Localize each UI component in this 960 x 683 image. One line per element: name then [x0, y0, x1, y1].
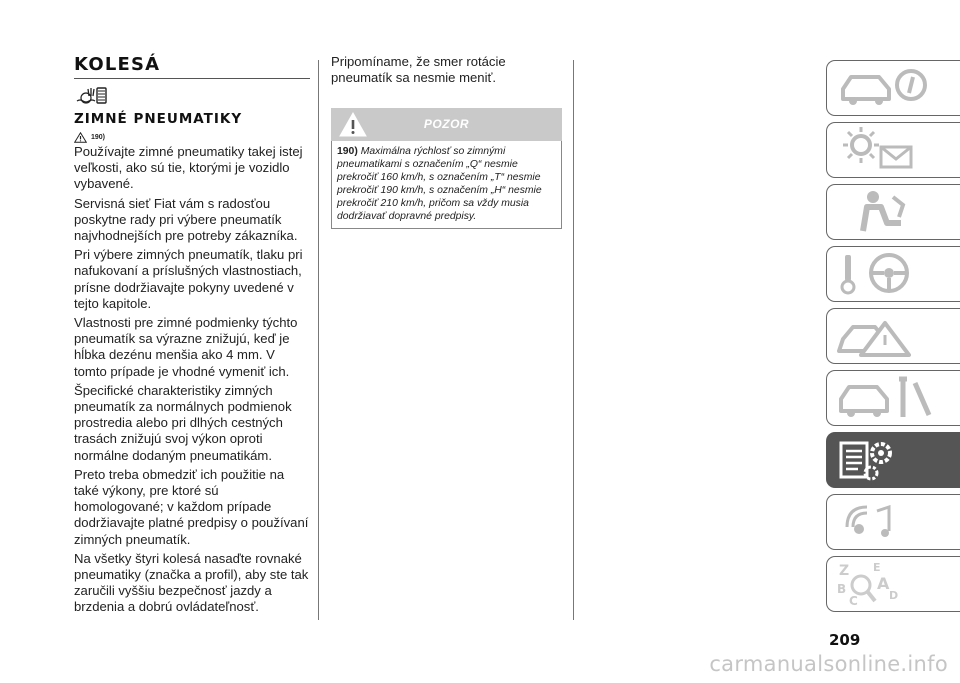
- tab-index[interactable]: [826, 556, 960, 612]
- left-column: [74, 54, 310, 619]
- seat-safety-icon: [833, 187, 943, 237]
- paragraph: Používajte zimné pneumatiky takej istej veľkosti, ako sú tie, ktorými je vozidlo vybavené.: [74, 144, 303, 192]
- paragraph: Pripomíname, že smer rotácie pneumatík sa nesmie meniť.: [331, 54, 506, 86]
- tab-emergency[interactable]: [826, 308, 960, 364]
- tire-icon: [74, 85, 310, 109]
- multimedia-icon: [833, 497, 943, 547]
- car-info-icon: [833, 63, 943, 113]
- key-steering-icon: [833, 249, 943, 299]
- column-divider: [318, 60, 319, 620]
- warning-box-number: 190): [337, 146, 358, 158]
- svg-text:A: A: [877, 574, 890, 593]
- svg-text:Z: Z: [839, 563, 850, 579]
- watermark: carmanualsonline.info: [709, 652, 948, 676]
- paragraph: Servisná sieť Fiat vám s radosťou poskytne rady pri výbere pneumatík najvhodnejších pre potreby zákazníka.: [74, 195, 298, 244]
- body-text: [74, 144, 310, 616]
- tab-key-steering[interactable]: [826, 246, 960, 302]
- warning-triangle-icon: [74, 132, 87, 143]
- paragraph: Vlastnosti pre zimné podmienky týchto pneumatík sa výrazne znižujú, keď je hĺbka dezénu menšia ako 4 mm. V tomto prípade je vhodné vymeniť ich.: [74, 315, 298, 379]
- warning-ref-number: 190): [91, 133, 106, 141]
- paragraph: Na všetky štyri kolesá nasaďte rovnaké pneumatiky (značka a profil), aby ste tak zaručili vyššiu bezpečnosť jazdy a brzdenia a dobrú ovládateľnosť.: [74, 550, 309, 615]
- warning-box-title: POZOR: [423, 117, 470, 132]
- emergency-icon: [833, 311, 943, 361]
- warning-box: [331, 108, 562, 229]
- column-divider: [573, 60, 574, 620]
- index-icon: [833, 559, 943, 609]
- tab-technical-data[interactable]: [826, 432, 960, 488]
- warning-box-header: [331, 108, 562, 141]
- warning-box-content: [331, 141, 562, 229]
- svg-text:D: D: [889, 589, 899, 602]
- technical-data-icon: [833, 435, 943, 485]
- warning-box-text: Maximálna rýchlosť so zimnými pneumatikami s označením „Q“ nesmie prekročiť 160 km/h, s označením „T“ nesmie prekročiť 190 km/h, s označením „H“ nesmie prekročiť 210 km/h, pričom sa vždy musia dodržiavať dopravné predpisy.: [337, 146, 542, 223]
- paragraph: Pri výbere zimných pneumatík, tlaku pri nafukovaní a príslušných vlastnostiach, prísne dodržiavajte pokyny uvedené v tejto kapitole.: [74, 247, 303, 311]
- svg-text:C: C: [849, 594, 858, 608]
- paragraph: Preto treba obmedziť ich použitie na také výkony, pre ktoré sú homologované; v každom prípade dodržiavajte platné predpisy o používaní zimných pneumatík.: [74, 466, 309, 547]
- tab-maintenance[interactable]: [826, 370, 960, 426]
- maintenance-icon: [833, 373, 943, 423]
- tab-multimedia[interactable]: [826, 494, 960, 550]
- middle-column: [331, 54, 563, 229]
- warning-reference: [74, 130, 310, 144]
- svg-text:E: E: [873, 561, 881, 574]
- section-title: KOLESÁ: [74, 54, 310, 79]
- lights-message-icon: [833, 125, 943, 175]
- tab-seat-safety[interactable]: [826, 184, 960, 240]
- tab-lights-message[interactable]: [826, 122, 960, 178]
- svg-text:B: B: [837, 582, 847, 596]
- paragraph: Špecifické charakteristiky zimných pneumatík za normálnych podmienok prostredia alebo pri dlhých cestných trasách znižujú svoj výkon oproti normálne dodaným pneumatikám.: [74, 382, 292, 463]
- subsection-title: ZIMNÉ PNEUMATIKY: [74, 111, 243, 127]
- page-number: 209: [829, 631, 861, 649]
- tab-car-info[interactable]: [826, 60, 960, 116]
